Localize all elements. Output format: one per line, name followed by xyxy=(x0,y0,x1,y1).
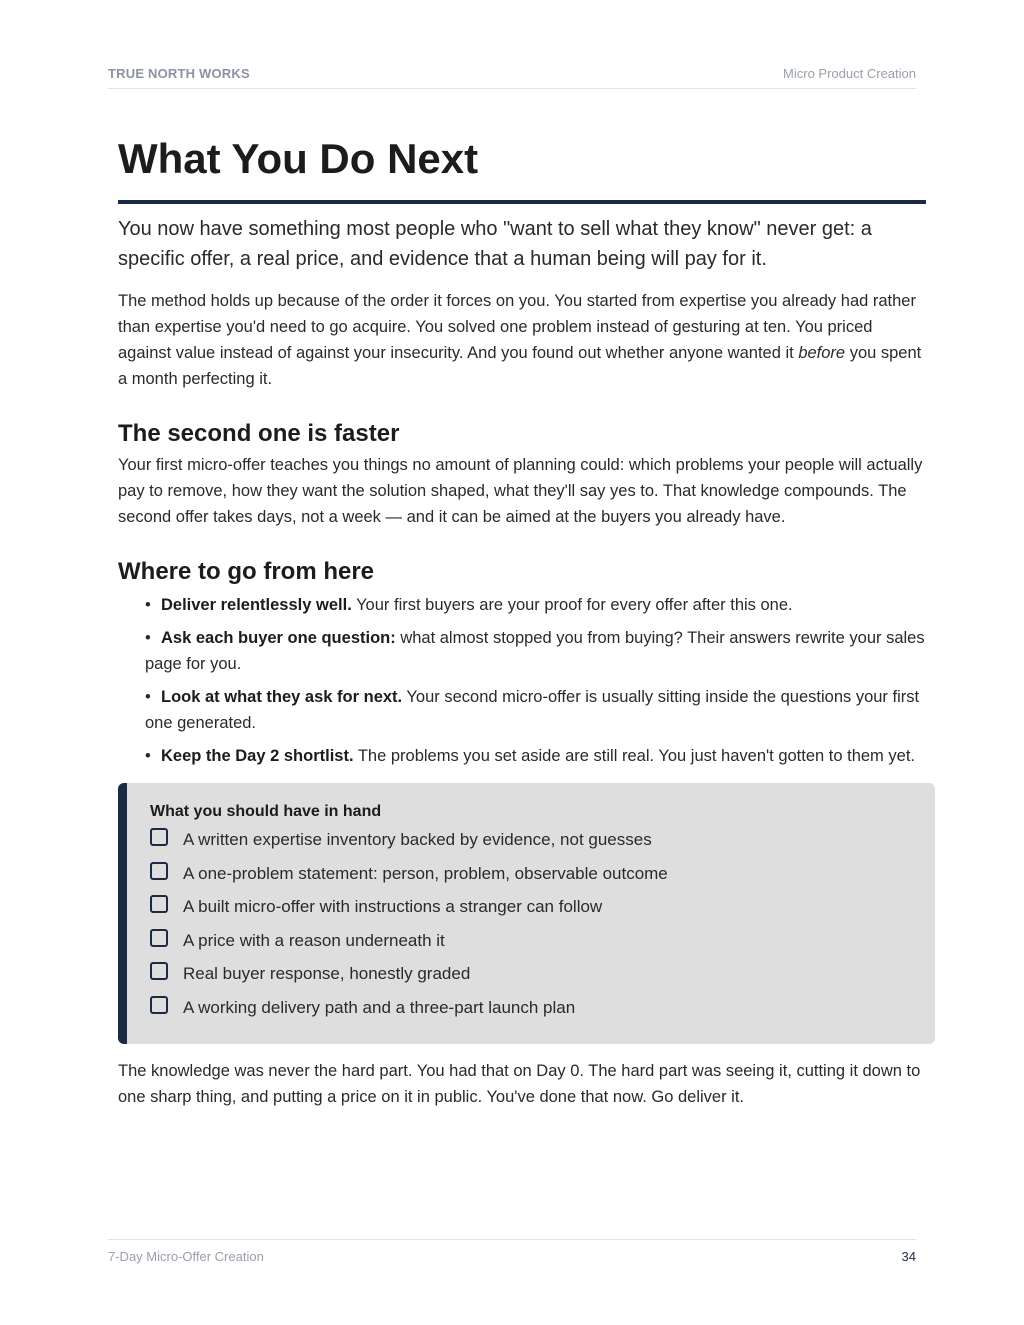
checklist-item xyxy=(150,926,915,960)
checklist-callout xyxy=(118,783,935,1044)
checkbox-icon[interactable] xyxy=(150,862,168,880)
section-heading-faster: The second one is faster xyxy=(118,420,400,447)
checklist-item-label: A built micro-offer with instructions a stranger can follow xyxy=(183,897,603,916)
footer-title: 7-Day Micro-Offer Creation xyxy=(108,1249,264,1264)
list-item xyxy=(145,684,926,736)
page-footer xyxy=(108,1239,916,1264)
checklist-item xyxy=(150,993,915,1027)
list-item xyxy=(145,743,926,769)
checkbox-icon[interactable] xyxy=(150,929,168,947)
section-body-faster: Your first micro-offer teaches you things no amount of planning could: which problems your people will actually pay to remove, how they want the solution shaped, what they'll say yes to. That knowledge compounds. The second offer takes days, not a week — and it can be aimed at the buyers you already have. xyxy=(118,456,923,526)
brand-name: TRUE NORTH WORKS xyxy=(108,66,250,81)
list-item-lead: Look at what they ask for next. xyxy=(161,688,403,706)
bullet-icon: • xyxy=(145,596,151,614)
intro-text-2: you spent a month perfecting it. xyxy=(118,344,922,388)
checklist-item xyxy=(150,859,915,893)
checklist-item xyxy=(150,892,915,926)
list-item-text: Your first buyers are your proof for every offer after this one. xyxy=(351,596,793,614)
checkbox-icon[interactable] xyxy=(150,895,168,913)
next-steps-list xyxy=(118,592,926,769)
bullet-icon: • xyxy=(145,688,151,706)
checklist-item xyxy=(150,825,915,859)
checklist-item-label: A written expertise inventory backed by evidence, not guesses xyxy=(183,830,652,849)
checklist-item xyxy=(150,959,915,993)
callout-title: What you should have in hand xyxy=(150,803,382,820)
page-header xyxy=(108,66,916,89)
list-item-text: Your second micro-offer is usually sitting inside the questions your first one generated. xyxy=(145,688,920,732)
section-heading-next: Where to go from here xyxy=(118,558,375,585)
page-number: 34 xyxy=(901,1249,916,1264)
lead-paragraph: You now have something most people who "want to sell what they know" never get: a specific offer, a real price, and evidence that a human being will pay for it. xyxy=(118,218,872,270)
list-item-text: what almost stopped you from buying? Their answers rewrite your sales page for you. xyxy=(145,629,925,673)
bullet-icon: • xyxy=(145,747,151,765)
checkbox-icon[interactable] xyxy=(150,996,168,1014)
section-name: Micro Product Creation xyxy=(783,66,916,81)
list-item-text: The problems you set aside are still real. You just haven't gotten to them yet. xyxy=(353,747,915,765)
checkbox-icon[interactable] xyxy=(150,962,168,980)
list-item-lead: Keep the Day 2 shortlist. xyxy=(161,747,354,765)
page-title: What You Do Next xyxy=(118,132,926,204)
list-item xyxy=(145,625,926,677)
checklist-item-label: A one-problem statement: person, problem, observable outcome xyxy=(183,863,668,883)
intro-text-1: The method holds up because of the order it forces on you. You started from expertise you already had rather than expertise you'd need to go acquire. You solved one problem instead of gesturing at ten. You priced against value instead of against your insecurity. And you found out whether anyone wanted it xyxy=(118,292,916,362)
checklist-item-label: A price with a reason underneath it xyxy=(183,930,445,950)
checklist-item-label: Real buyer response, honestly graded xyxy=(183,964,471,983)
list-item-lead: Deliver relentlessly well. xyxy=(161,596,352,614)
page-content xyxy=(118,132,926,1110)
checklist-item-label: A working delivery path and a three-part launch plan xyxy=(183,997,576,1017)
intro-emphasis: before xyxy=(798,344,846,362)
intro-paragraph xyxy=(118,288,926,392)
list-item-lead: Ask each buyer one question: xyxy=(161,629,396,647)
bullet-icon: • xyxy=(145,629,151,647)
checkbox-icon[interactable] xyxy=(150,828,168,846)
list-item xyxy=(145,592,926,618)
closing-paragraph: The knowledge was never the hard part. You had that on Day 0. The hard part was seeing it, cutting it down to one sharp thing, and putting a price on it in public. You've done that now. Go deliver it. xyxy=(118,1062,921,1106)
